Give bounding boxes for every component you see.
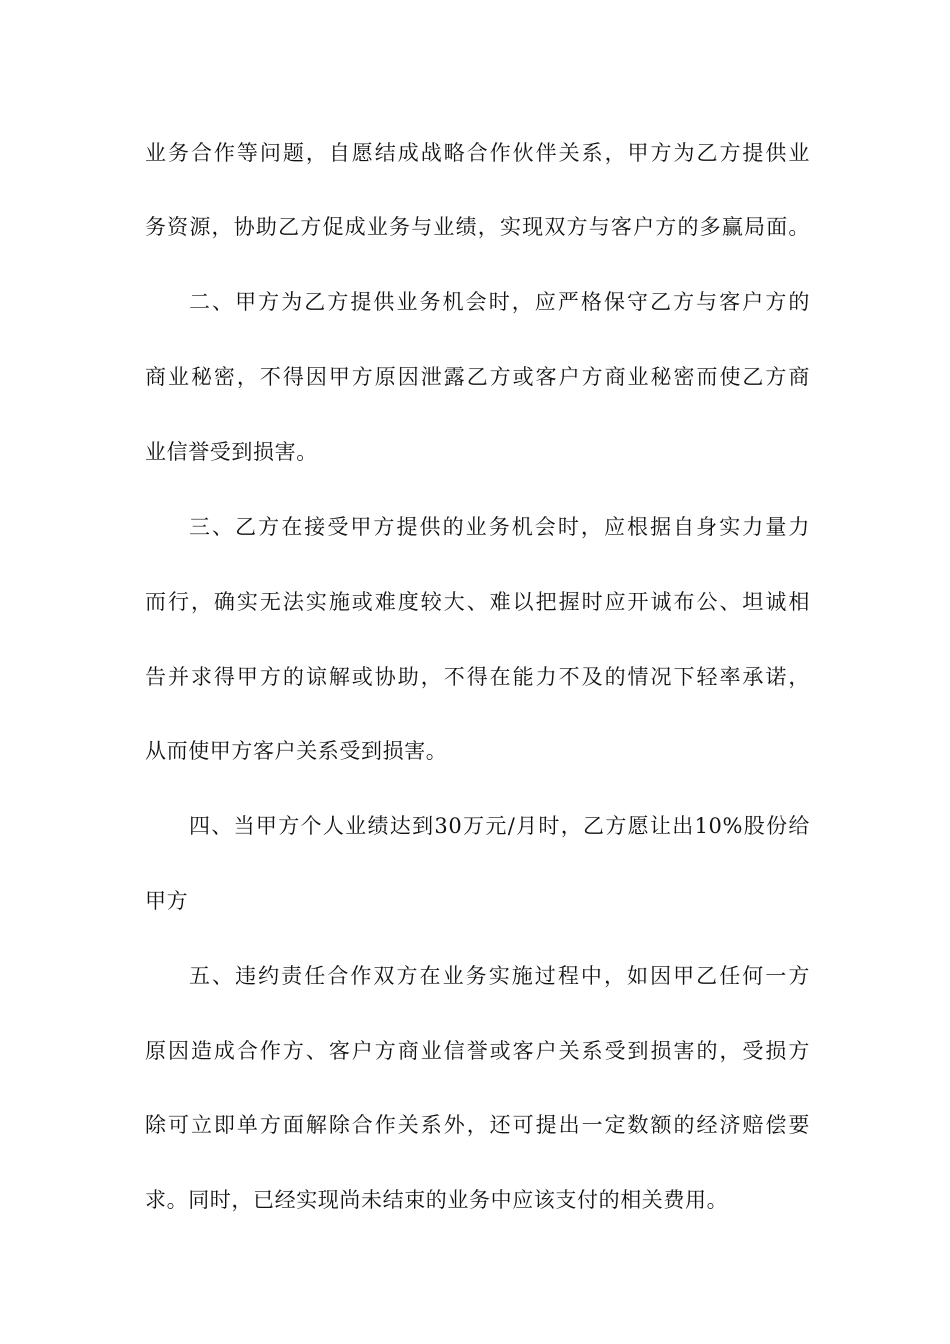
text-line-3: 二、甲方为乙方提供业务机会时，应严格保守乙方与客户方的 [189,290,810,314]
text-line-4: 商业秘密，不得因甲方原因泄露乙方或客户方商业秘密而使乙方商 [145,365,810,389]
text-line-2: 务资源，协助乙方促成业务与业绩，实现双方与客户方的多赢局面。 [145,215,810,239]
text-line-15: 求。同时，已经实现尚未结束的业务中应该支付的相关费用。 [145,1188,729,1212]
text-line-8: 告并求得甲方的谅解或协助，不得在能力不及的情况下轻率承诺， [145,665,810,689]
text-line-11: 甲方 [145,889,189,913]
text-line-12: 五、违约责任合作双方在业务实施过程中，如因甲乙任何一方 [189,964,810,988]
text-line-13: 原因造成合作方、客户方商业信誉或客户关系受到损害的，受损方 [145,1039,810,1063]
text-line-5: 业信誉受到损害。 [145,440,318,464]
text-line-1: 业务合作等问题，自愿结成战略合作伙伴关系，甲方为乙方提供业 [145,141,810,165]
text-line-10: 四、当甲方个人业绩达到30万元/月时，乙方愿让出10%股份给 [189,814,810,838]
text-line-6: 三、乙方在接受甲方提供的业务机会时，应根据自身实力量力 [189,515,810,539]
text-line-7: 而行，确实无法实施或难度较大、难以把握时应开诚布公、坦诚相 [145,590,810,614]
text-line-9: 从而使甲方客户关系受到损害。 [145,739,448,763]
text-line-14: 除可立即单方面解除合作关系外，还可提出一定数额的经济赔偿要 [145,1113,810,1137]
